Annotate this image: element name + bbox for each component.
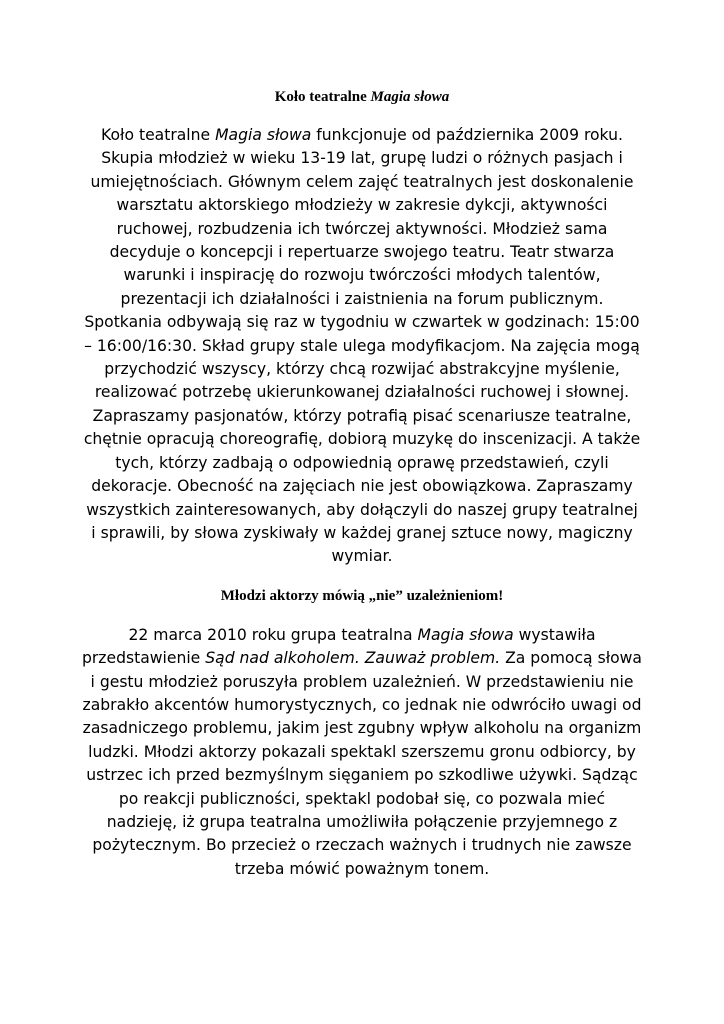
paragraph-lead-text: 22 marca 2010 roku grupa teatralna [128, 625, 418, 644]
paragraph-italic-group-name: Magia słowa [417, 625, 514, 644]
paragraph-club-description [82, 124, 642, 569]
paragraph-lead-text: Koło teatralne [101, 126, 216, 144]
paragraph-body-text: funkcjonuje od października 2009 roku. Skupia młodzież w wieku 13-19 lat, grupę ludzi o różnych pasjach i umiejętnościach. Głównym celem zajęć teatralnych jest doskonalenie warsztatu aktorskiego młodzieży w zakresie dykcji, aktywności ruchowej, rozbudzenia ich twórczej aktywności. Młodzież sama decyduje o koncepcji i repertuarze swojego teatru. Teatr stwarza warunki i inspirację do rozwoju twórczości młodych talentów, prezentacji ich działalności i zaistnienia na forum publicznym. Spotkania odbywają się raz w tygodniu w czwartek w godzinach: 15:00 – 16:00/16:30. Skład grupy stale ulega modyfikacjom. Na zajęcia mogą przychodzić wszyscy, którzy chcą rozwijać abstrakcyjne myślenie, realizować potrzebę ukierunkowanej działalności ruchowej i słownej. Zapraszamy pasjonatów, którzy potrafią pisać scenariusze teatralne, chętnie opracują choreografię, dobiorą muzykę do inscenizacji. A także tych, którzy zadbają o odpowiednią oprawę przedstawień, czyli dekoracje. Obecność na zajęciach nie jest obowiązkowa. Zapraszamy wszystkich zainteresowanych, aby dołączyli do naszej grupy teatralnej i sprawili, by słowa zyskiwały w każdej granej sztuce nowy, magiczny wymiar. [83, 126, 641, 566]
section-heading-young-actors: Młodzi aktorzy mówią „nie” uzależnieniom! [220, 587, 504, 604]
paragraph-italic-play-title: Sąd nad alkoholem. Zauważ problem. [205, 649, 501, 668]
paragraph-mid-text: wystawiła przedstawienie [82, 625, 596, 668]
paragraph-performance-report [82, 624, 642, 881]
paragraph-italic-title: Magia słowa [215, 126, 312, 144]
paragraph-body-text: Za pomocą słowa i gestu młodzież poruszyła problem uzależnień. W przedstawieniu nie zabrakło akcentów humorystycznych, co jednak nie odwróciło uwagi od zasadniczego problemu, jakim jest zgubny wpływ alkoholu na organizm ludzki. Młodzi aktorzy pokazali spektakl szerszemu gronu odbiorcy, by ustrzec ich przed bezmyślnym sięganiem po szkodliwe używki. Sądząc po reakcji publiczności, spektakl podobał się, co pozwala mieć nadzieję, iż grupa teatralna umożliwiła połączenie przyjemnego z pożytecznym. Bo przecież o rzeczach ważnych i trudnych nie zawsze trzeba mówić poważnym tonem. [82, 649, 642, 878]
heading-plain-text: Koło teatralne [274, 89, 371, 105]
heading-italic-title: Magia słowa [370, 89, 450, 105]
section-heading-magia-slowa [82, 86, 642, 108]
